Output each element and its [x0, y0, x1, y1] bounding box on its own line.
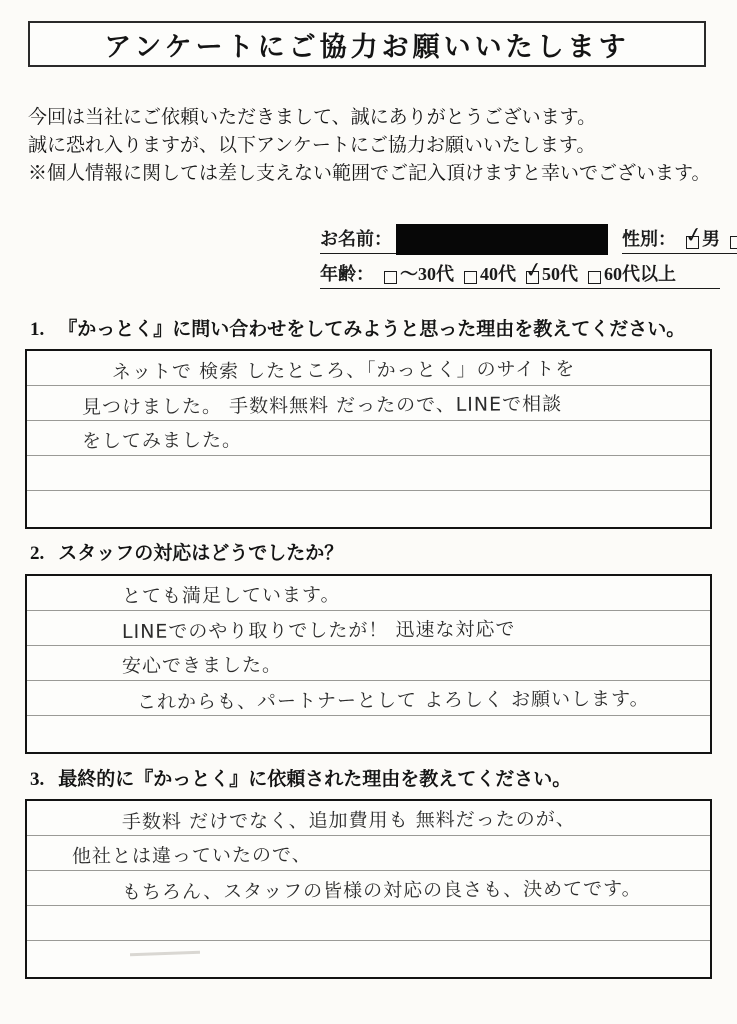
- handwritten-text: とても満足しています。: [121, 583, 341, 608]
- question-1-number: 1.: [30, 319, 45, 340]
- name-label: お名前：: [320, 229, 392, 249]
- question-2-label: [30, 538, 720, 565]
- answer-line: [27, 941, 710, 976]
- age-40s-checkbox: [464, 271, 477, 284]
- age-label: 年齢：: [320, 264, 374, 284]
- gender-male-checkbox: [682, 221, 705, 249]
- answer-line: [27, 456, 710, 491]
- intro-line-1: 今回は当社にご依頼いただきまして、誠にありがとうございます。: [28, 107, 597, 128]
- survey-title-box: [28, 21, 706, 67]
- age-60plus-checkbox: [588, 271, 601, 284]
- answer-line: [27, 646, 710, 681]
- intro-line-2: 誠に恐れ入りますが、以下アンケートにご協力お願いいたします。: [28, 135, 596, 156]
- intro-paragraph: [28, 108, 718, 192]
- age-50s-checkbox: [522, 256, 545, 284]
- answer-line: [27, 836, 710, 871]
- question-2-text: スタッフの対応はどうでしたか？: [58, 543, 344, 564]
- handwritten-text: 安心できました。: [121, 654, 283, 678]
- handwritten-text: 手数料 だけでなく、追加費用も 無料だったのが、: [121, 808, 576, 834]
- check-mark-icon: ✓: [522, 256, 545, 284]
- question-3-text: 最終的に『かっとく』に依頼された理由を教えてください。: [58, 769, 572, 790]
- answer-line: [27, 491, 710, 526]
- age-under30-label: ～30代: [400, 264, 454, 284]
- gender-field-group: [622, 221, 737, 254]
- answer-line: [27, 421, 710, 456]
- handwritten-text: をしてみました。: [81, 429, 243, 453]
- name-gender-row: [320, 220, 720, 254]
- answer-box-3: [25, 799, 712, 979]
- answer-box-2: [25, 574, 712, 754]
- age-row: [320, 256, 720, 289]
- handwritten-text: 見つけました。 手数料無料 だったので、LINEで相談: [81, 393, 563, 419]
- respondent-info-block: [320, 220, 720, 289]
- answer-line: [27, 386, 710, 421]
- handwritten-text: LINEでのやり取りでしたが！ 迅速な対応で: [121, 618, 516, 644]
- age-50s-label: 50代: [542, 264, 578, 284]
- gender-label: 性別：: [622, 229, 676, 249]
- answer-line: [27, 576, 710, 611]
- age-60plus-label: 60代以上: [604, 264, 676, 284]
- question-3-label: [30, 764, 720, 791]
- answer-line: [27, 871, 710, 906]
- handwritten-text: ネットで 検索 したところ、「かっとく」のサイトを: [111, 358, 576, 384]
- answer-line: [27, 801, 710, 836]
- age-40s-label: 40代: [480, 264, 516, 284]
- age-field-group: [320, 256, 720, 289]
- handwritten-text: これからも、パートナーとして よろしく お願いします。: [136, 687, 650, 714]
- gender-male-label: 男: [702, 229, 720, 249]
- handwritten-text: もちろん、スタッフの皆様の対応の良さも、決めてです。: [121, 877, 642, 904]
- answer-line: [27, 716, 710, 751]
- age-under30-checkbox: [384, 271, 397, 284]
- question-1-label: [30, 314, 720, 341]
- answer-line: [27, 351, 710, 386]
- name-field-group: [320, 220, 608, 254]
- check-mark-icon: ✓: [682, 221, 705, 249]
- answer-line: [27, 681, 710, 716]
- question-2-number: 2.: [30, 543, 45, 564]
- answer-line: [27, 906, 710, 941]
- gender-female-checkbox: [730, 236, 737, 249]
- intro-line-3: ※個人情報に関しては差し支えない範囲でご記入頂けますと幸いでございます。: [28, 163, 711, 184]
- handwritten-text: 他社とは違っていたので、: [71, 844, 312, 868]
- answer-line: [27, 611, 710, 646]
- answer-box-1: [25, 349, 712, 529]
- page-title: アンケートにご協力お願いいたします: [104, 31, 630, 62]
- question-3-number: 3.: [30, 769, 45, 790]
- question-1-text: 『かっとく』に問い合わせをしてみようと思った理由を教えてください。: [58, 319, 686, 340]
- name-redaction-box: [396, 224, 608, 255]
